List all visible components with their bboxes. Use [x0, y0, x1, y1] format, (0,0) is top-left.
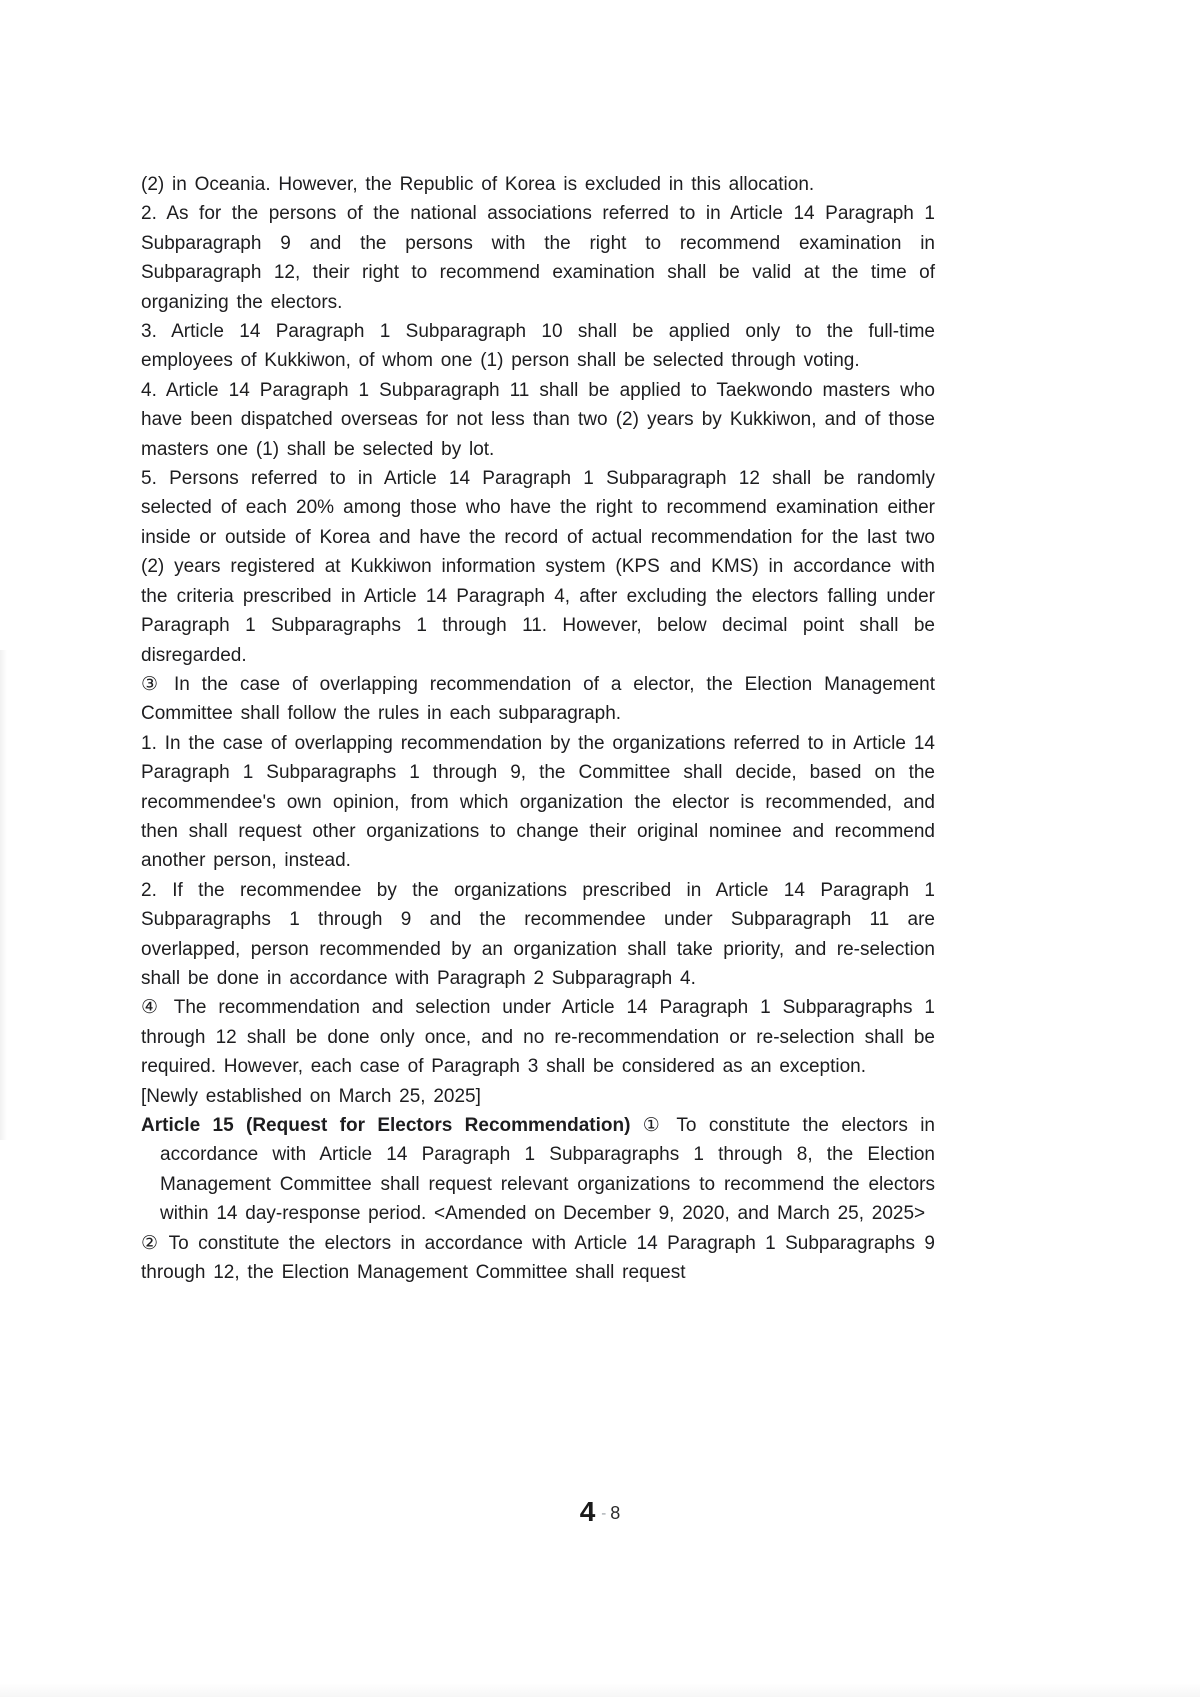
page-number-total: 8 [610, 1503, 621, 1523]
article-15-lead-text: ① To constitute the electors in accordance with Article 14 Paragraph 1 Subparagraphs 1 through 8, the Election Management Committee shall request relevant organizations to recommend the electors within 14 day-response period. <Amended on December 9, 2020, and March 25, 2025> [160, 1115, 935, 1225]
paragraph-item-5: 5. Persons referred to in Article 14 Paragraph 1 Subparagraph 12 shall be randomly selected of each 20% among those who have the right to recommend examination either inside or outside of Korea and have the record of actual recommendation for the last two (2) years registered at Kukkiwon information system (KPS and KMS) in accordance with the criteria prescribed in Article 14 Paragraph 4, after excluding the electors falling under Paragraph 1 Subparagraphs 1 through 11. However, below decimal point shall be disregarded. [141, 468, 935, 666]
paragraph-clause-4: ④ The recommendation and selection under Article 14 Paragraph 1 Subparagraphs 1 through 12 shall be done only once, and no re-recommendation or re-selection shall be required. However, each case of Paragraph 3 shall be considered as an exception. [141, 997, 935, 1078]
paragraph-subitem-2: 2. If the recommendee by the organizations prescribed in Article 14 Paragraph 1 Subparagraphs 1 through 9 and the recommendee under Subparagraph 11 are overlapped, person recommended by an organization shall take priority, and re-selection shall be done in accordance with Paragraph 2 Subparagraph 4. [141, 879, 935, 989]
newly-established-note: [Newly established on March 25, 2025] [141, 1085, 481, 1107]
paragraph-item-2: 2. As for the persons of the national associations referred to in Article 14 Paragraph 1 Subparagraph 9 and the persons with the right to recommend examination in Subparagraph 12, their right to recommend examination shall be valid at the time of organizing the electors. [141, 203, 935, 313]
article-15-clause-2: ② To constitute the electors in accordance with Article 14 Paragraph 1 Subparagraphs 9 through 12, the Election Management Committee shall request [141, 1232, 935, 1284]
scan-artifact-bottom-edge [0, 1683, 1200, 1697]
page-number [0, 1496, 1200, 1528]
document-body [141, 170, 935, 1287]
article-15-heading: Article 15 (Request for Electors Recommendation) [141, 1115, 631, 1136]
paragraph-clause-3: ③ In the case of overlapping recommendation of a elector, the Election Management Committee shall follow the rules in each subparagraph. [141, 673, 935, 725]
article-15-paragraph [141, 1111, 935, 1229]
paragraph-subitem-1: 1. In the case of overlapping recommendation by the organizations referred to in Article 14 Paragraph 1 Subparagraphs 1 through 9, the Committee shall decide, based on the recommendee's own opinion, from which organization the elector is recommended, and then shall request other organizations to change their original nominee and recommend another person, instead. [141, 732, 935, 872]
page-number-current: 4 [579, 1496, 596, 1527]
paragraph-item-3: 3. Article 14 Paragraph 1 Subparagraph 10 shall be applied only to the full-time employees of Kukkiwon, of whom one (1) person shall be selected through voting. [141, 321, 935, 372]
scan-artifact-left-edge [0, 650, 7, 1140]
paragraph-continuation: (2) in Oceania. However, the Republic of Korea is excluded in this allocation. [141, 174, 815, 195]
page-number-separator: - [601, 1505, 607, 1522]
paragraph-item-4: 4. Article 14 Paragraph 1 Subparagraph 11 shall be applied to Taekwondo masters who have been dispatched overseas for not less than two (2) years by Kukkiwon, and of those masters one (1) shall be selected by lot. [141, 379, 935, 460]
